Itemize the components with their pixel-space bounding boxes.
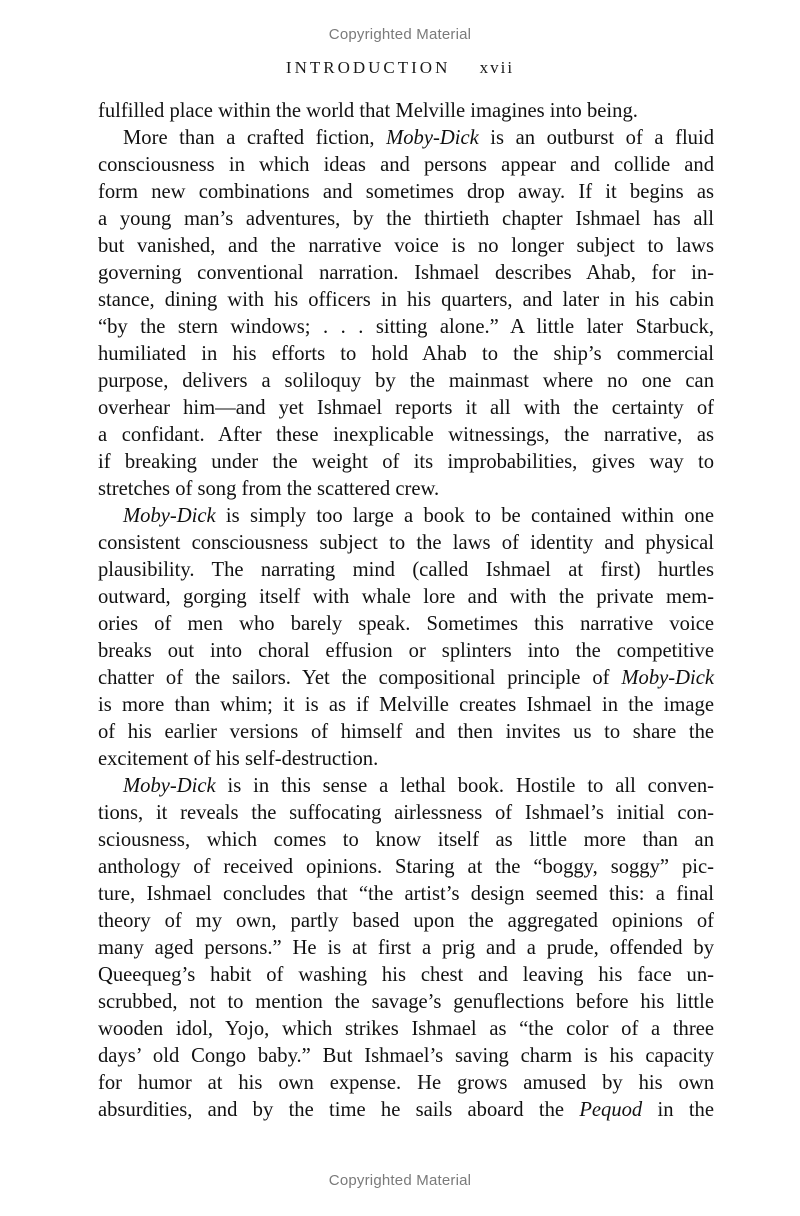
text-line: form new combinations and sometimes drop away. If it begins as [98, 181, 714, 203]
italic-title: Moby-Dick [386, 127, 479, 149]
text-line: consistent consciousness subject to the laws of identity and physical [98, 532, 714, 554]
text-line: wooden idol, Yojo, which strikes Ishmael as “the color of a three [98, 1018, 714, 1040]
text-line: scrubbed, not to mention the savage’s genuflections before his little [98, 991, 714, 1013]
text-line: “by the stern windows; . . . sitting alone.” A little later Starbuck, [98, 316, 714, 338]
copyright-watermark-bottom: Copyrighted Material [328, 1172, 472, 1189]
text-line: sciousness, which comes to know itself as little more than an [98, 829, 714, 851]
text-line: governing conventional narration. Ishmael describes Ahab, for in- [98, 262, 714, 284]
text-line: days’ old Congo baby.” But Ishmael’s saving charm is his capacity [98, 1045, 714, 1067]
text-line: many aged persons.” He is at first a prig and a prude, offended by [98, 937, 714, 959]
body-text [98, 98, 714, 1124]
text-line: overhear him—and yet Ishmael reports it all with the certainty of [98, 397, 714, 419]
italic-title: Pequod [579, 1099, 643, 1121]
text-line: fulfilled place within the world that Melville imagines into being. [98, 100, 638, 122]
text-line: chatter of the sailors. Yet the compositional principle of Moby-Dick [98, 667, 714, 689]
paragraph [98, 773, 714, 1124]
copyright-watermark-top: Copyrighted Material [328, 26, 472, 43]
text-line: excitement of his self-destruction. [98, 748, 379, 770]
text-line: plausibility. The narrating mind (called Ishmael at first) hurtles [98, 559, 714, 581]
italic-title: Moby-Dick [123, 505, 216, 527]
text-line: ture, Ishmael concludes that “the artist’s design seemed this: a final [98, 883, 714, 905]
text-line: theory of my own, partly based upon the aggregated opinions of [98, 910, 714, 932]
text-line: breaks out into choral effusion or splinters into the competitive [98, 640, 714, 662]
paragraph [98, 125, 714, 503]
text-line: of his earlier versions of himself and then invites us to share the [98, 721, 714, 743]
text-line: ories of men who barely speak. Sometimes this narrative voice [98, 613, 714, 635]
text-line: purpose, delivers a soliloquy by the mainmast where no one can [98, 370, 714, 392]
italic-title: Moby-Dick [621, 667, 714, 689]
paragraph [98, 503, 714, 773]
text-line: if breaking under the weight of its improbabilities, gives way to [98, 451, 714, 473]
text-line: Queequeg’s habit of washing his chest and leaving his face un- [98, 964, 714, 986]
text-line: tions, it reveals the suffocating airlessness of Ishmael’s initial con- [98, 802, 714, 824]
text-line: is more than whim; it is as if Melville creates Ishmael in the image [98, 694, 714, 716]
text-line: More than a crafted fiction, Moby-Dick is an outburst of a fluid [123, 127, 714, 149]
running-head [0, 58, 800, 78]
text-line: a confidant. After these inexplicable witnessings, the narrative, as [98, 424, 714, 446]
text-line: Moby-Dick is in this sense a lethal book. Hostile to all conven- [123, 775, 714, 797]
running-head-title: INTRODUCTION [285, 58, 451, 77]
text-line: for humor at his own expense. He grows amused by his own [98, 1072, 714, 1094]
text-line: a young man’s adventures, by the thirtieth chapter Ishmael has all [98, 208, 714, 230]
text-line: consciousness in which ideas and persons appear and collide and [98, 154, 714, 176]
page-number: xvii [479, 58, 515, 77]
text-line: stance, dining with his officers in his quarters, and later in his cabin [98, 289, 714, 311]
paragraph [98, 98, 714, 125]
text-line: humiliated in his efforts to hold Ahab to the ship’s commercial [98, 343, 714, 365]
text-line: anthology of received opinions. Staring at the “boggy, soggy” pic- [98, 856, 714, 878]
text-line: absurdities, and by the time he sails aboard the Pequod in the [98, 1099, 714, 1121]
text-line: stretches of song from the scattered crew. [98, 478, 440, 500]
text-line: outward, gorging itself with whale lore and with the private mem- [98, 586, 714, 608]
text-line: Moby-Dick is simply too large a book to be contained within one [123, 505, 714, 527]
text-line: but vanished, and the narrative voice is no longer subject to laws [98, 235, 714, 257]
italic-title: Moby-Dick [123, 775, 216, 797]
